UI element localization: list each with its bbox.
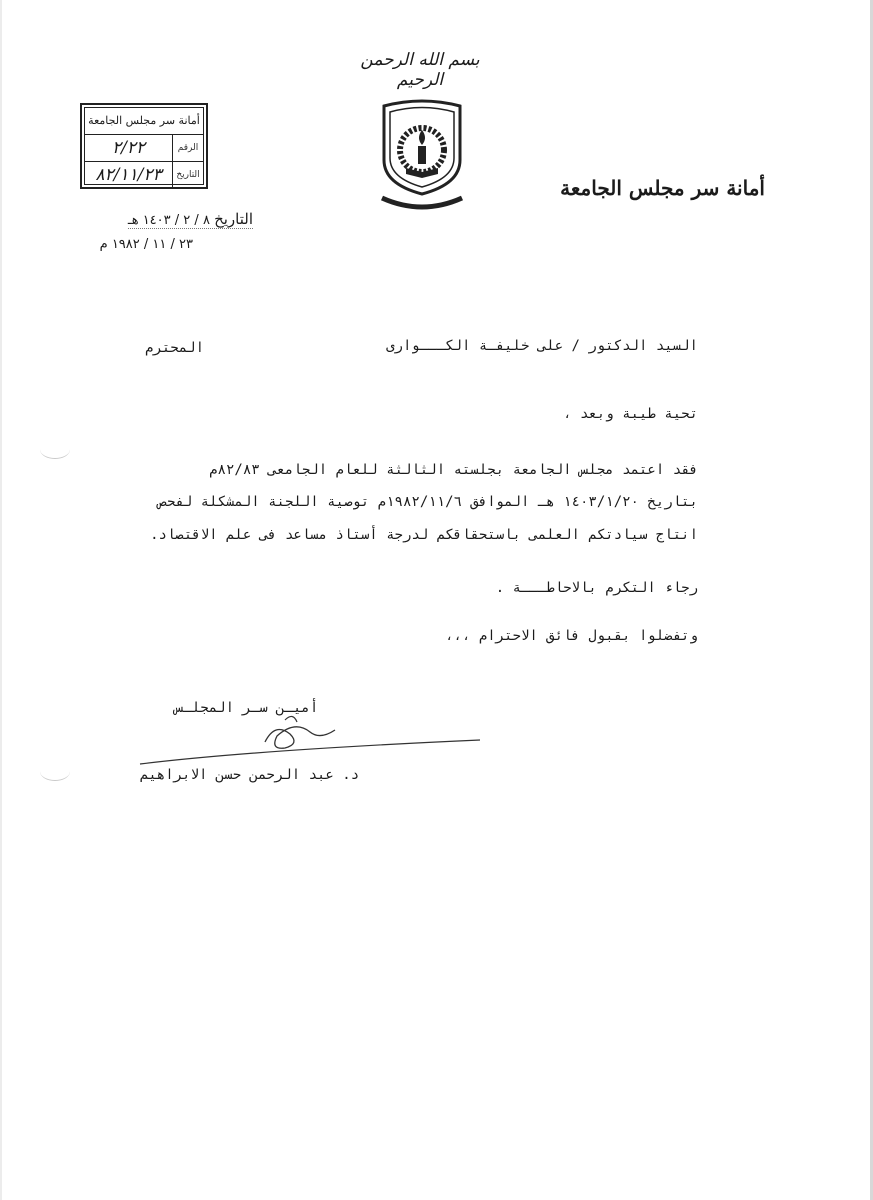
stamp-date-row — [85, 162, 203, 188]
date-gregorian-line — [100, 237, 193, 252]
basmala: بسم الله الرحمن الرحيم — [360, 50, 480, 90]
page-edge-left — [0, 0, 2, 1200]
date-label: التاريخ — [214, 210, 253, 228]
punch-hole-mark — [40, 762, 70, 781]
body-line: بتاريخ ١٤٠٣/١/٢٠ هـ الموافق ١٩٨٢/١١/٦م توصية اللجنة المشكلة لفحص — [158, 494, 698, 510]
stamp-number-row — [85, 135, 203, 162]
signatory-title: أميـن سـر المجلـس — [175, 700, 319, 716]
stamp-date-label: التاريخ — [172, 162, 203, 188]
registry-stamp — [80, 103, 208, 189]
greeting: تحية طيبة وبعد ، — [563, 406, 698, 422]
closing-line: وتفضلوا بقبول فائق الاحترام ،،، — [445, 628, 698, 644]
date-gregorian: ٢٣ / ١١ / ١٩٨٢ م — [99, 237, 193, 252]
stamp-date-value: ٨٢/١١/٢٣ — [95, 165, 162, 185]
stamp-number-label: الرقم — [172, 135, 203, 161]
request-line: رجاء التكرم بالاحاطـــة . — [495, 580, 698, 596]
date-hijri-line — [128, 210, 253, 229]
stamp-title: أمانة سر مجلس الجامعة — [85, 108, 203, 135]
date-hijri: ٨ / ٢ / ١٤٠٣ هـ — [127, 213, 210, 228]
handwritten-signature-icon — [135, 712, 485, 772]
body-line: فقد اعتمد مجلس الجامعة بجلسته الثالثة للعام الجامعى ٨٢/٨٣م — [209, 462, 698, 478]
university-emblem-icon — [378, 98, 466, 213]
recipient-honorific: المحترم — [145, 340, 205, 356]
stamp-number-value: ٢/٢٢ — [111, 138, 146, 158]
signatory-name: د. عبد الرحمن حسن الابراهيم — [140, 767, 360, 783]
body-line: انتاج سيادتكم العلمى باستحقاقكم لدرجة أستاذ مساعد فى علم الاقتصاد. — [150, 527, 698, 543]
office-title: أمانة سر مجلس الجامعة — [560, 176, 765, 200]
punch-hole-mark — [40, 440, 70, 459]
recipient-line: السيد الدكتور / على خليفـة الكـــوارى — [386, 338, 698, 354]
